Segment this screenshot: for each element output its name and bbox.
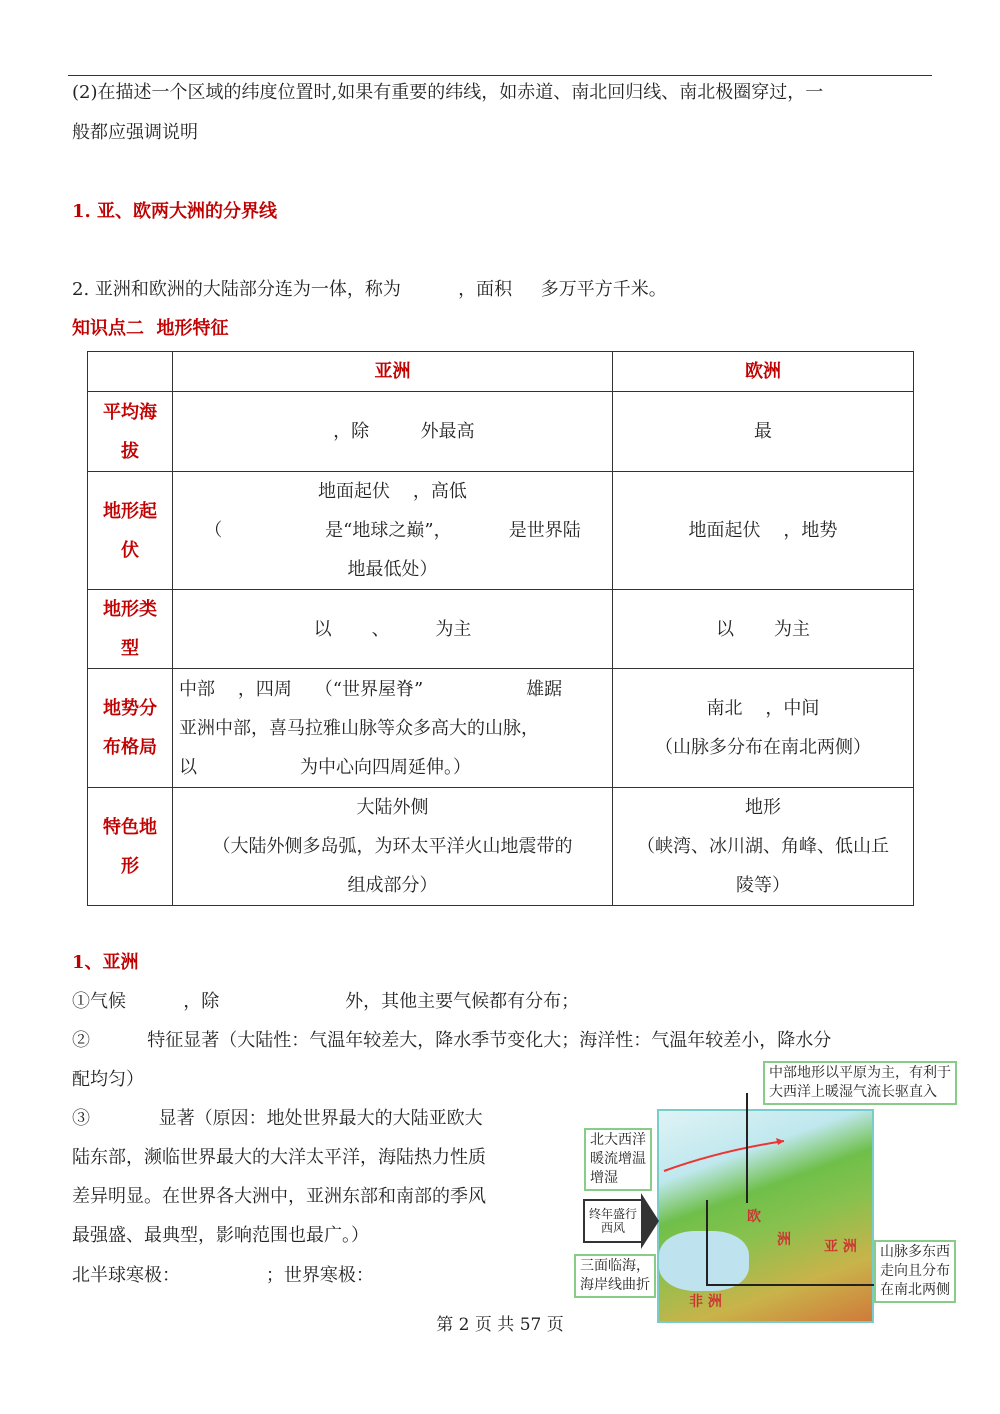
europe-cell: 地面起伏 ，地势 bbox=[613, 472, 914, 590]
climate-line-6: 差异明显。在世界各大洲中，亚洲东部和南部的季风 bbox=[72, 1186, 486, 1207]
page-footer: 第 2 页 共 57 页 bbox=[436, 1315, 564, 1335]
table-row bbox=[88, 392, 914, 472]
callout-coastline: 三面临海， 海岸线曲折 bbox=[574, 1254, 656, 1298]
climate-line-4: ③ 显著（原因：地处世界最大的大陆亚欧大 bbox=[72, 1108, 483, 1129]
asia-cell: 以 、 为主 bbox=[173, 590, 613, 669]
europe-cell: 地形 （峡湾、冰川湖、角峰、低山丘 陵等） bbox=[613, 788, 914, 906]
header-rule bbox=[68, 75, 932, 76]
climate-line-8: 北半球寒极： ；世界寒极： bbox=[72, 1265, 374, 1286]
table-row bbox=[88, 788, 914, 906]
map-label: 洲 bbox=[777, 1232, 791, 1248]
asia-cell: ，除 外最高 bbox=[173, 392, 613, 472]
callout-atlantic-current: 北大西洋 暖流增温 增湿 bbox=[584, 1128, 652, 1191]
section-heading-terrain: 知识点二 地形特征 bbox=[72, 318, 229, 339]
row-label: 地形类 型 bbox=[88, 590, 173, 669]
table-row bbox=[88, 590, 914, 669]
pointer-line bbox=[746, 1093, 748, 1203]
climate-line-1: ①气候 ，除 外，其他主要气候都有分布； bbox=[72, 991, 580, 1012]
climate-line-3: 配均匀） bbox=[72, 1069, 144, 1090]
map-label: 亚 洲 bbox=[824, 1239, 857, 1255]
asia-cell: 大陆外侧 （大陆外侧多岛弧，为环太平洋火山地震带的 组成部分） bbox=[173, 788, 613, 906]
header-europe: 欧洲 bbox=[613, 352, 914, 392]
climate-line-2: ② 特征显著（大陆性：气温年较差大，降水季节变化大；海洋性：气温年较差小，降水分 bbox=[72, 1030, 832, 1051]
map-label: 非 洲 bbox=[689, 1294, 722, 1310]
pointer-line bbox=[706, 1200, 708, 1285]
header-asia: 亚洲 bbox=[173, 352, 613, 392]
climate-line-5: 陆东部，濒临世界最大的大洋太平洋，海陆热力性质 bbox=[72, 1147, 486, 1168]
climate-line-7: 最强盛、最典型，影响范围也最广。） bbox=[72, 1225, 369, 1246]
header-blank bbox=[88, 352, 173, 392]
pointer-line bbox=[706, 1284, 876, 1286]
europe-climate-map bbox=[657, 1109, 874, 1323]
question-1-heading: 1. 亚、欧两大洲的分界线 bbox=[72, 201, 278, 222]
asia-cell: 中部 ，四周 （“世界屋脊” 雄踞 亚洲中部，喜马拉雅山脉等众多高大的山脉， 以 为中心向四周延伸。） bbox=[173, 669, 613, 788]
table-row bbox=[88, 472, 914, 590]
table-header-row bbox=[88, 352, 914, 392]
callout-mountains: 山脉多东西 走向且分布 在南北两侧 bbox=[874, 1240, 956, 1303]
asia-cell: 地面起伏 ，高低 （ 是“地球之巅”， 是世界陆 地最低处） bbox=[173, 472, 613, 590]
westerlies-arrow: 终年盛行 西风 bbox=[583, 1199, 643, 1243]
arrow-head-icon bbox=[641, 1193, 659, 1249]
europe-cell: 以 为主 bbox=[613, 590, 914, 669]
map-label: 欧 bbox=[747, 1209, 761, 1225]
callout-plains: 中部地形以平原为主，有利于 大西洋上暖湿气流长驱直入 bbox=[763, 1061, 957, 1105]
terrain-table bbox=[87, 351, 914, 906]
question-2: 2. 亚洲和欧洲的大陆部分连为一体，称为 ，面积 多万平方千米。 bbox=[72, 279, 667, 300]
intro-line-2: 般都应强调说明 bbox=[72, 122, 198, 143]
intro-line-1: (2)在描述一个区域的纬度位置时,如果有重要的纬线，如赤道、南北回归线、南北极圈穿过，一 bbox=[72, 82, 824, 103]
row-label: 地势分 布格局 bbox=[88, 669, 173, 788]
row-label: 特色地 形 bbox=[88, 788, 173, 906]
europe-cell: 南北 ，中间 （山脉多分布在南北两侧） bbox=[613, 669, 914, 788]
section-heading-asia: 1、亚洲 bbox=[72, 952, 139, 973]
row-label: 平均海 拔 bbox=[88, 392, 173, 472]
warm-current-arrow bbox=[659, 1111, 872, 1321]
europe-cell: 最 bbox=[613, 392, 914, 472]
table-row bbox=[88, 669, 914, 788]
row-label: 地形起 伏 bbox=[88, 472, 173, 590]
